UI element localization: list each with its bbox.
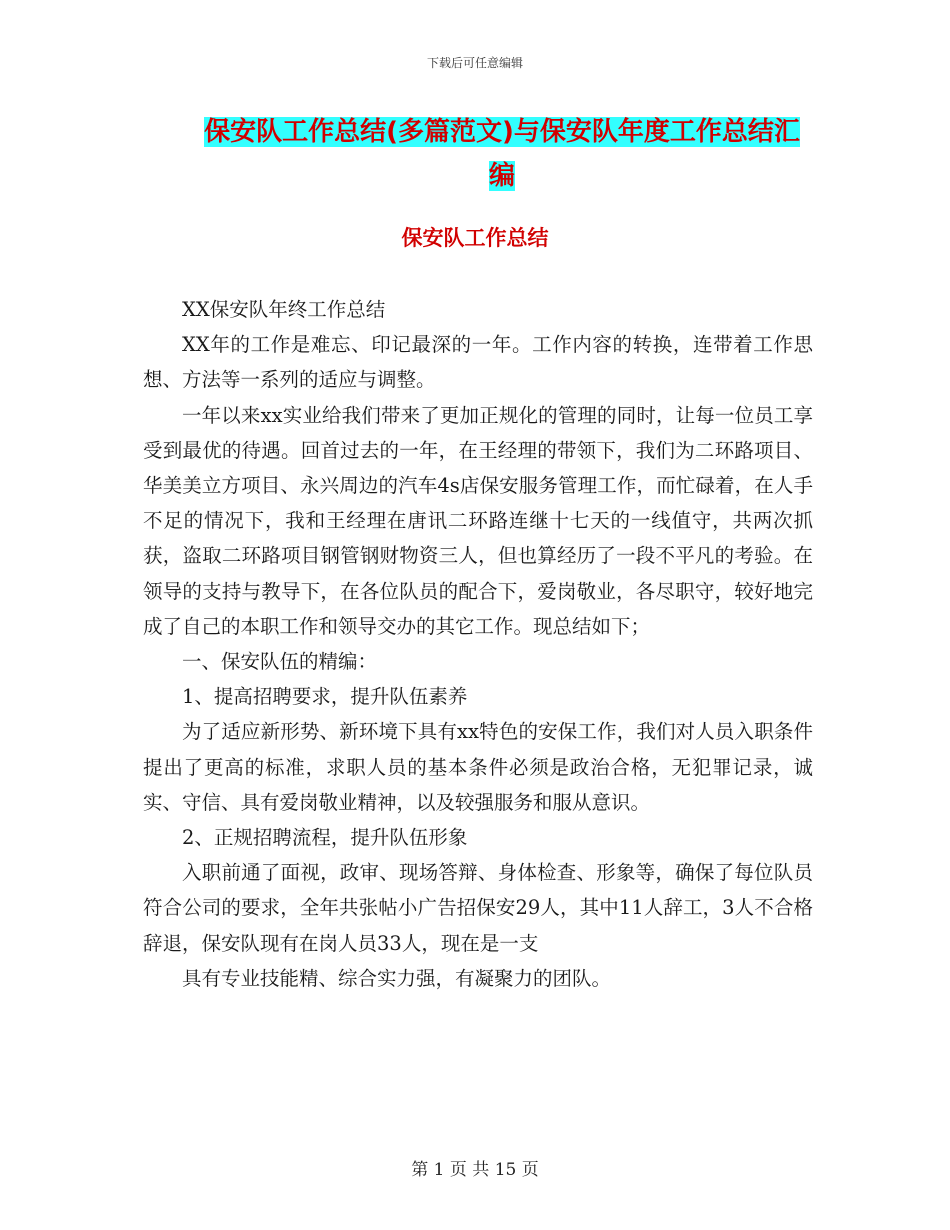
- header-note: 下载后可任意编辑: [426, 56, 523, 70]
- paragraph: 1、提高招聘要求，提升队伍素养: [182, 685, 468, 709]
- document-body: [143, 292, 813, 996]
- paragraph: XX保安队年终工作总结: [182, 298, 386, 321]
- page-footer: 第 1 页 共 15 页: [411, 1160, 539, 1180]
- paragraph: XX年的工作是难忘、印记最深的一年。工作内容的转换，连带着工作思想、方法等一系列的适应与调整。: [143, 333, 813, 392]
- paragraph: 入职前通了面视，政审、现场答辩、身体检查、形象等，确保了每位队员符合公司的要求，全年共张帖小广告招保安29人，其中11人辞工，3人不合格辞退，保安队现有在岗人员33人，现在是一支: [143, 861, 813, 955]
- paragraph: 具有专业技能精、综合实力强，有凝聚力的团队。: [182, 966, 612, 990]
- paragraph: 为了适应新形势、新环境下具有xx特色的安保工作，我们对人员入职条件提出了更高的标准，求职人员的基本条件必须是政治合格，无犯罪记录，诚实、守信、具有爱岗敬业精神，以及较强服务和服从意识。: [143, 720, 813, 814]
- paragraph: 一年以来xx实业给我们带来了更加正规化的管理的同时，让每一位员工享受到最优的待遇。回首过去的一年，在王经理的带领下，我们为二环路项目、华美美立方项目、永兴周边的汽车4s店保安服务管理工作，而忙碌着，在人手不足的情况下，我和王经理在唐讯二环路连继十七天的一线值守，共两次抓获，盗取二环路项目钢管钢财物资三人，但也算经历了一段不平凡的考验。在领导的支持与教导下，在各位队员的配合下，爱岗敬业，各尽职守，较好地完成了自己的本职工作和领导交办的其它工作。现总结如下；: [143, 403, 813, 638]
- document-title-text: 保安队工作总结(多篇范文)与保安队年度工作总结汇编: [204, 117, 800, 191]
- document-title: [192, 110, 812, 198]
- paragraph: 一、保安队伍的精编：: [182, 650, 378, 674]
- paragraph: 2、正规招聘流程，提升队伍形象: [182, 826, 468, 850]
- section-title: 保安队工作总结: [401, 226, 549, 250]
